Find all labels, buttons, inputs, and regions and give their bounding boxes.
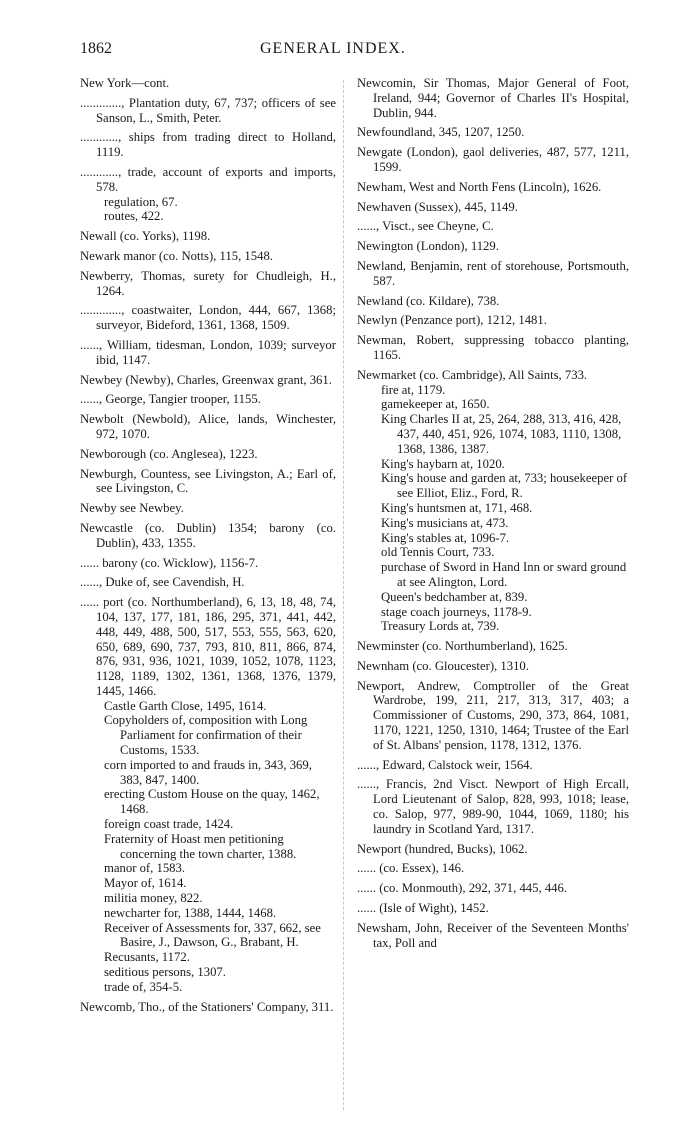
index-subentry: newcharter for, 1388, 1444, 1468. [104, 905, 277, 920]
index-entry: ...... (Isle of Wight), 1452. [357, 901, 489, 916]
index-entry: Newby see Newbey. [80, 501, 184, 516]
index-entry: Newark manor (co. Notts), 115, 1548. [80, 248, 273, 263]
index-entry: Newport (hundred, Bucks), 1062. [357, 841, 528, 856]
index-subentry: trade of, 354-5. [104, 979, 183, 994]
index-entry: ......, Duke of, see Cavendish, H. [80, 575, 245, 590]
index-entry: Newgate (London), gaol deliveries, 487, 577, 1211, 1599. [357, 145, 629, 174]
index-entry: ......, Visct., see Cheyne, C. [357, 219, 494, 234]
index-subentry: Queen's bedchamber at, 839. [381, 589, 528, 604]
index-subentry: Recusants, 1172. [104, 950, 190, 965]
index-entry: Newington (London), 1129. [357, 239, 499, 254]
index-subentry: King's musicians at, 473. [381, 515, 509, 530]
index-subentry: King Charles II at, 25, 264, 288, 313, 416, 428, 437, 440, 451, 926, 1074, 1083, 1110, 1308, 1368, 1386, 1387. [381, 412, 622, 456]
index-entry: ......, William, tidesman, London, 1039; surveyor ibid, 1147. [80, 337, 336, 367]
index-subentry: King's haybarn at, 1020. [381, 456, 505, 471]
index-subentry: erecting Custom House on the quay, 1462, 1468. [104, 787, 320, 817]
index-entry: Newberry, Thomas, surety for Chudleigh, H., 1264. [80, 268, 336, 298]
index-subentry: stage coach journeys, 1178-9. [381, 604, 532, 619]
running-title: GENERAL INDEX. [260, 40, 406, 57]
index-subentry: Mayor of, 1614. [104, 876, 187, 891]
index-subentry: militia money, 822. [104, 891, 203, 906]
index-entry: Newland, Benjamin, rent of storehouse, Portsmouth, 587. [357, 258, 629, 288]
index-subentry: Castle Garth Close, 1495, 1614. [104, 698, 267, 713]
index-subentry: King's stables at, 1096-7. [381, 530, 510, 545]
index-entry: Newham, West and North Fens (Lincoln), 1626. [357, 179, 602, 194]
right-column [357, 76, 629, 955]
index-subentry: fire at, 1179. [381, 382, 446, 397]
index-entry: ......, George, Tangier trooper, 1155. [80, 392, 261, 407]
index-subentry: Copyholders of, composition with Long Parliament for confirmation of their Customs, 1533. [104, 713, 308, 758]
index-subentry: King's huntsmen at, 171, 468. [381, 500, 533, 515]
index-entry: ...... barony (co. Wicklow), 1156-7. [80, 555, 259, 570]
index-entry: Newsham, John, Receiver of the Seventeen Months' tax, Poll and [357, 920, 629, 950]
index-entry: ...... (co. Monmouth), 292, 371, 445, 446. [357, 881, 568, 896]
index-entry: Newcomin, Sir Thomas, Major General of Foot, Ireland, 944; Governor of Charles II's Hospital, Dublin, 944. [357, 76, 629, 120]
index-entry: New York—cont. [80, 76, 170, 90]
index-subentry: regulation, 67. [104, 194, 178, 209]
index-entry: ............, ships from trading direct to Holland, 1119. [80, 130, 336, 160]
index-entry: Newbolt (Newbold), Alice, lands, Winchester, 972, 1070. [80, 412, 336, 441]
index-entry: Newcomb, Tho., of the Stationers' Company, 311. [80, 999, 334, 1014]
index-entry: Newminster (co. Northumberland), 1625. [357, 639, 568, 654]
page-header [80, 40, 660, 70]
index-subentry: gamekeeper at, 1650. [381, 397, 490, 412]
index-entry: Newland (co. Kildare), 738. [357, 293, 500, 308]
index-entry: Newborough (co. Anglesea), 1223. [80, 446, 258, 461]
index-subentry: seditious persons, 1307. [104, 965, 226, 980]
index-subentry: Receiver of Assessments for, 337, 662, see Basire, J., Dawson, G., Brabant, H. [104, 920, 321, 950]
index-subentry: Fraternity of Hoast men petitioning concerning the town charter, 1388. [104, 831, 297, 861]
index-entry: Newmarket (co. Cambridge), All Saints, 733. [357, 367, 588, 382]
index-subentry: King's house and garden at, 733; housekeeper of see Elliot, Eliz., Ford, R. [381, 471, 628, 501]
index-subentry: corn imported to and frauds in, 343, 369, 383, 847, 1400. [104, 757, 312, 787]
index-subentry: Treasury Lords at, 739. [381, 619, 500, 634]
index-entry: ......, Edward, Calstock weir, 1564. [357, 757, 533, 772]
left-column [80, 76, 336, 1019]
index-subentry: foreign coast trade, 1424. [104, 817, 234, 832]
index-subentry: purchase of Sword in Hand Inn or sward ground at see Alington, Lord. [381, 560, 627, 589]
index-entry: ......, Francis, 2nd Visct. Newport of High Ercall, Lord Lieutenant of Salop, 828, 993, 1018; lease, co. Salop, 977, 989-90, 1044, 1069, 1180; his laundry in Scotland Yard, 1317. [357, 777, 629, 836]
index-entry: Newall (co. Yorks), 1198. [80, 229, 211, 244]
index-entry: Newport, Andrew, Comptroller of the Great Wardrobe, 199, 211, 217, 313, 317, 403; a Commissioner of Customs, 290, 373, 864, 1081, 1170, 1221, 1250, 1310, 1464; Trustee of the Earl of St. Albans' pension, 1178, 1312, 1376. [357, 678, 629, 752]
index-subentry: routes, 422. [104, 209, 164, 224]
index-entry: ............, trade, account of exports and imports, 578. [80, 164, 336, 194]
index-entry: Newlyn (Penzance port), 1212, 1481. [357, 313, 547, 328]
index-entry: ...... (co. Essex), 146. [357, 861, 465, 876]
index-entry: Newman, Robert, suppressing tobacco planting, 1165. [357, 333, 629, 362]
index-entry: Newfoundland, 345, 1207, 1250. [357, 125, 525, 140]
index-entry: Newburgh, Countess, see Livingston, A.; Earl of, see Livingston, C. [80, 466, 336, 496]
index-entry: ...... port (co. Northumberland), 6, 13, 18, 48, 74, 104, 137, 177, 181, 186, 295, 371, 441, 442, 448, 449, 488, 500, 517, 553, 555, 563, 620, 650, 689, 690, 737, 793, 810, 811, 866, 874, 876, 931, 936, 1021, 1039, 1052, 1078, 1123, 1128, 1189, 1302, 1361, 1368, 1376, 1379, 1445, 1466. [80, 595, 336, 698]
index-subentry: manor of, 1583. [104, 861, 186, 876]
index-entry: Newhaven (Sussex), 445, 1149. [357, 199, 518, 214]
index-entry: Newcastle (co. Dublin) 1354; barony (co. Dublin), 433, 1355. [80, 520, 336, 550]
index-entry: ............., Plantation duty, 67, 737; officers of see Sanson, L., Smith, Peter. [80, 95, 336, 125]
index-entry: Newnham (co. Gloucester), 1310. [357, 658, 529, 673]
index-subentry: old Tennis Court, 733. [381, 545, 495, 560]
index-entry: ............., coastwaiter, London, 444, 667, 1368; surveyor, Bideford, 1361, 1368, 1509. [80, 303, 336, 333]
index-entry: Newbey (Newby), Charles, Greenwax grant, 361. [80, 372, 332, 387]
page-number: 1862 [80, 40, 112, 57]
column-divider [343, 80, 344, 1110]
